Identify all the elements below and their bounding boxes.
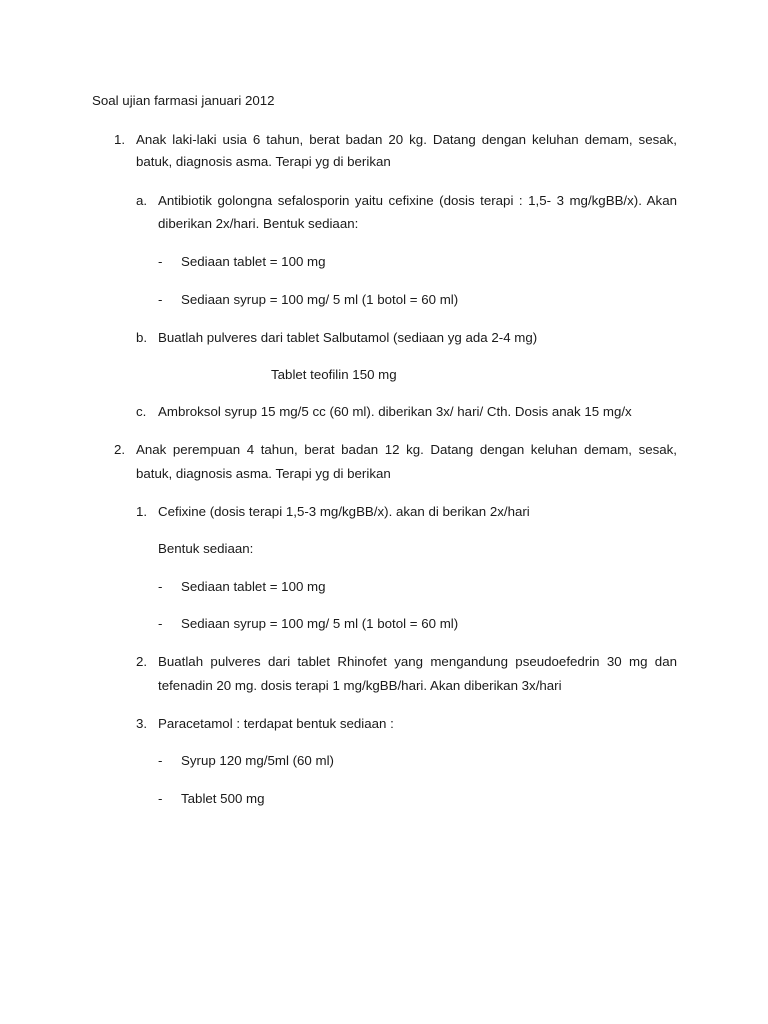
q2-1-bullet-text: Sediaan syrup = 100 mg/ 5 ml (1 botol = 60 ml) bbox=[181, 616, 459, 631]
q1a-bullet-dash: - bbox=[158, 292, 163, 307]
q2-1-marker: 1. bbox=[136, 504, 148, 519]
q2-2-text-line2: tefenadin 20 mg. dosis terapi 1 mg/kgBB/hari. Akan diberikan 3x/hari bbox=[158, 678, 562, 693]
q1a-bullet-text: Sediaan tablet = 100 mg bbox=[181, 254, 326, 269]
q1a-bullet-text: Sediaan syrup = 100 mg/ 5 ml (1 botol = 60 ml) bbox=[181, 292, 459, 307]
q2-2-marker: 2. bbox=[136, 654, 148, 669]
q2-1-text-line1: Cefixine (dosis terapi 1,5-3 mg/kgBB/x). akan di berikan 2x/hari bbox=[158, 504, 530, 519]
q2-1-bullet-text: Sediaan tablet = 100 mg bbox=[181, 579, 326, 594]
q1b-marker: b. bbox=[136, 330, 148, 345]
q2-text-line2: batuk, diagnosis asma. Terapi yg di berikan bbox=[136, 466, 391, 481]
q1a-text-line2: diberikan 2x/hari. Bentuk sediaan: bbox=[158, 216, 359, 231]
q1-text-line1: Anak laki-laki usia 6 tahun, berat badan 20 kg. Datang dengan keluhan demam, sesak, bbox=[136, 132, 677, 147]
q2-3-bullet-text: Tablet 500 mg bbox=[181, 791, 265, 806]
q1b-text-line2: Tablet teofilin 150 mg bbox=[271, 367, 397, 382]
q1c-marker: c. bbox=[136, 404, 147, 419]
q2-1-text-line2: Bentuk sediaan: bbox=[158, 541, 254, 556]
q1a-marker: a. bbox=[136, 193, 148, 208]
q1-number: 1. bbox=[114, 132, 126, 147]
q2-3-bullet-dash: - bbox=[158, 753, 163, 768]
document-title: Soal ujian farmasi januari 2012 bbox=[92, 93, 275, 108]
q1a-text-line1: Antibiotik golongna sefalosporin yaitu cefixine (dosis terapi : 1,5- 3 mg/kgBB/x). Akan bbox=[158, 193, 677, 208]
q1b-text-line1: Buatlah pulveres dari tablet Salbutamol (sediaan yg ada 2-4 mg) bbox=[158, 330, 538, 345]
q1c-text-line1: Ambroksol syrup 15 mg/5 cc (60 ml). diberikan 3x/ hari/ Cth. Dosis anak 15 mg/x bbox=[158, 404, 632, 419]
q2-number: 2. bbox=[114, 442, 126, 457]
q1a-bullet-dash: - bbox=[158, 254, 163, 269]
q2-text-line1: Anak perempuan 4 tahun, berat badan 12 kg. Datang dengan keluhan demam, sesak, bbox=[136, 442, 677, 457]
q2-2-text-line1: Buatlah pulveres dari tablet Rhinofet yang mengandung pseudoefedrin 30 mg dan bbox=[158, 654, 677, 669]
q2-1-bullet-dash: - bbox=[158, 616, 163, 631]
q2-3-bullet-text: Syrup 120 mg/5ml (60 ml) bbox=[181, 753, 334, 768]
q2-3-text-line1: Paracetamol : terdapat bentuk sediaan : bbox=[158, 716, 394, 731]
q2-3-bullet-dash: - bbox=[158, 791, 163, 806]
q1-text-line2: batuk, diagnosis asma. Terapi yg di berikan bbox=[136, 154, 391, 169]
q2-1-bullet-dash: - bbox=[158, 579, 163, 594]
q2-3-marker: 3. bbox=[136, 716, 148, 731]
